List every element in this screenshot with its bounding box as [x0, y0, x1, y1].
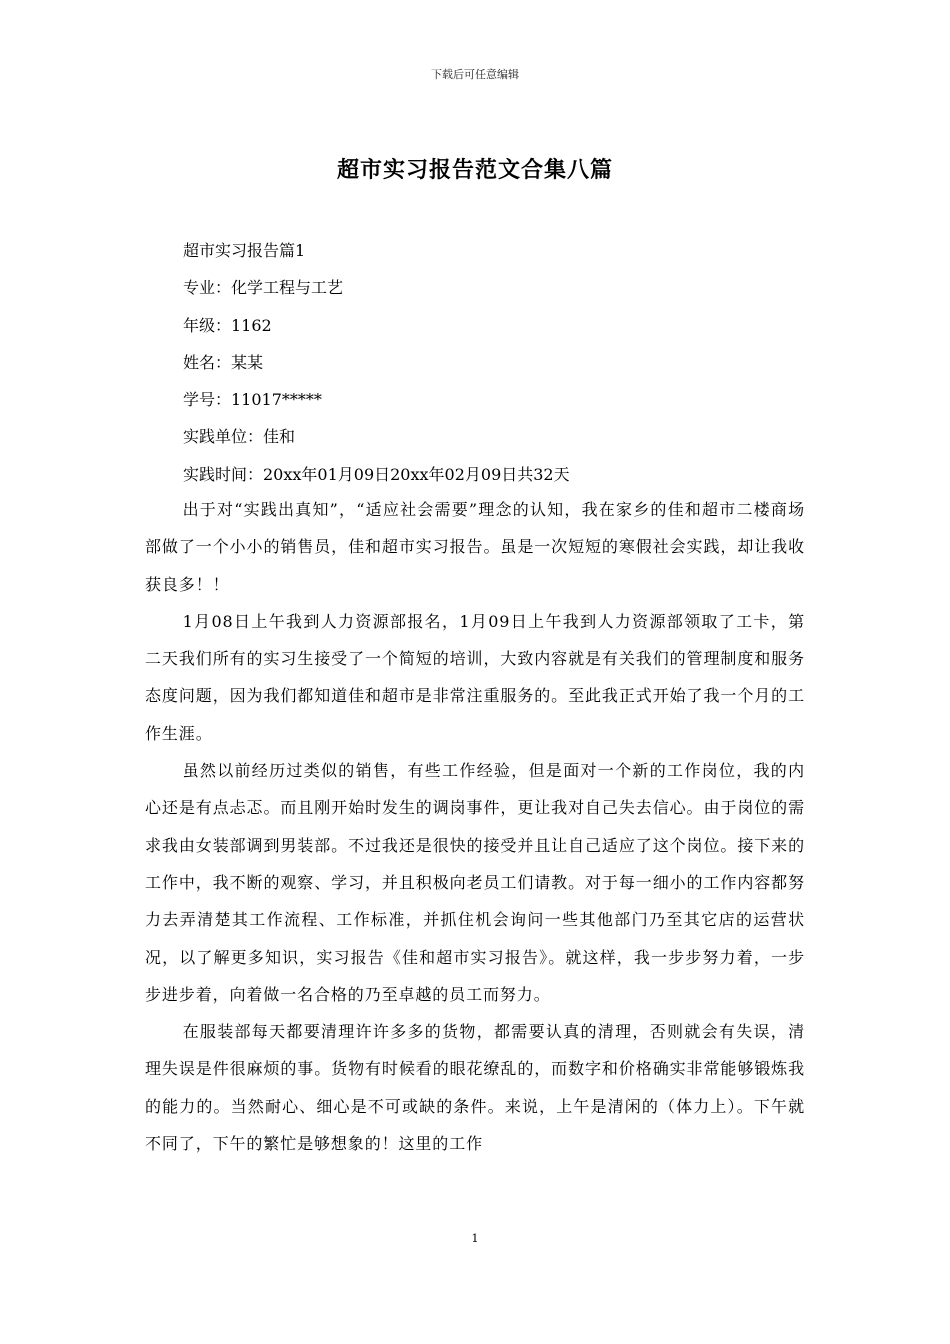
major-line: 专业：化学工程与工艺: [183, 278, 344, 298]
report-meta-block: [183, 236, 823, 497]
report-heading: 超市实习报告篇1: [183, 241, 306, 260]
report-body: [145, 491, 805, 1162]
practice-time-line: 实践时间：20xx年01月09日20xx年02月09日共32天: [183, 464, 570, 484]
paragraph: 虽然以前经历过类似的销售，有些工作经验，但是面对一个新的工作岗位，我的内心还是有点忐忑。而且刚开始时发生的调岗事件，更让我对自己失去信心。由于岗位的需求我由女装部调到男装部。不过我还是很快的接受并且让自己适应了这个岗位。接下来的工作中，我不断的观察、学习，并且积极向老员工们请教。对于每一细小的工作内容都努力去弄清楚其工作流程、工作标准，并抓住机会询问一些其他部门乃至其它店的运营状况，以了解更多知识，实习报告《佳和超市实习报告》。就这样，我一步步努力着，一步步进步着，向着做一名合格的乃至卓越的员工而努力。: [145, 761, 805, 1004]
page-header: 下载后可任意编辑: [431, 68, 519, 81]
paragraph: 在服装部每天都要清理许许多多的货物，都需要认真的清理，否则就会有失误，清理失误是件很麻烦的事。货物有时候看的眼花缭乱的，而数字和价格确实非常能够锻炼我的能力的。当然耐心、细心是不可或缺的条件。来说，上午是清闲的（体力上）。下午就不同了，下午的繁忙是够想象的！这里的工作: [145, 1022, 805, 1154]
paragraph: 出于对“实践出真知”，“适应社会需要”理念的认知，我在家乡的佳和超市二楼商场部做了一个小小的销售员，佳和超市实习报告。虽是一次短短的寒假社会实践，却让我收获良多！！: [145, 500, 805, 594]
student-id-line: 学号：11017*****: [183, 390, 322, 410]
document-title: 超市实习报告范文合集八篇: [336, 157, 613, 183]
page-number: 1: [471, 1232, 479, 1245]
grade-line: 年级：1162: [183, 315, 272, 335]
paragraph: 1月08日上午我到人力资源部报名，1月09日上午我到人力资源部领取了工卡，第二天我们所有的实习生接受了一个简短的培训，大致内容就是有关我们的管理制度和服务态度问题，因为我们都知道佳和超市是非常注重服务的。至此我正式开始了我一个月的工作生涯。: [145, 611, 805, 743]
practice-unit-line: 实践单位：佳和: [183, 427, 296, 447]
name-line: 姓名：某某: [183, 352, 264, 372]
